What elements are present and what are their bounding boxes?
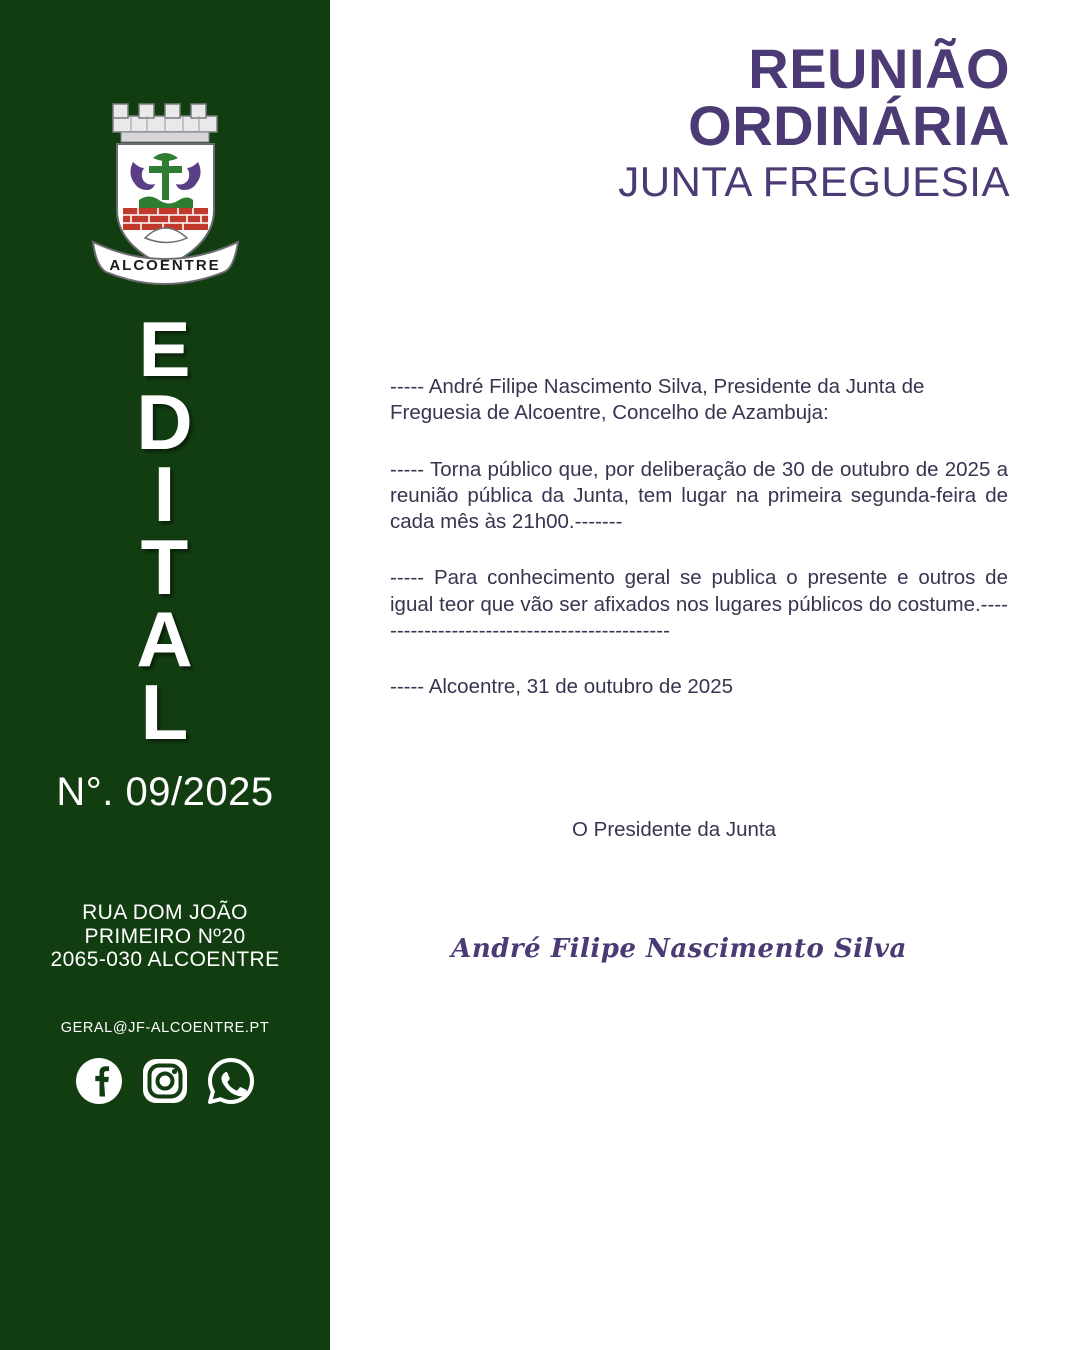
edital-vertical-word (136, 305, 194, 756)
instagram-icon[interactable] (140, 1056, 190, 1106)
edital-letter: A (136, 595, 194, 684)
signature-name: André Filipe Nascimento Silva (451, 934, 907, 965)
address-block (51, 901, 280, 972)
page-title (360, 37, 1018, 206)
social-links (74, 1056, 256, 1106)
paragraph-notice: ----- Torna público que, por deliberação de 30 de outubro de 2025 a reunião pública da Junta, tem lugar na primeira segunda-feira de cada mês às 21h00.------- (390, 457, 1008, 534)
body-text (360, 374, 1018, 700)
facebook-icon[interactable] (74, 1056, 124, 1106)
crest-motto: ALCOENTRE (108, 257, 221, 274)
sidebar (0, 0, 330, 1350)
whatsapp-icon[interactable] (206, 1056, 256, 1106)
address-line-3: 2065-030 ALCOENTRE (50, 948, 280, 972)
edital-number: N°. 09/2025 (56, 770, 274, 815)
email-address[interactable]: GERAL@JF-ALCOENTRE.PT (60, 1019, 270, 1036)
document-body (330, 0, 1080, 1350)
edital-letter: D (136, 377, 194, 466)
address-line-2: PRIMEIRO Nº20 (84, 924, 246, 948)
coat-of-arms-icon (83, 92, 248, 287)
edital-letter: E (138, 305, 192, 393)
address-line-1: RUA DOM JOÃO (82, 901, 248, 925)
title-line-1: REUNIÃO (748, 37, 1010, 100)
edital-letter: I (153, 450, 177, 539)
paragraph-place-date: ----- Alcoentre, 31 de outubro de 2025 (390, 675, 734, 699)
page-subtitle: JUNTA FREGUESIA (618, 158, 1010, 206)
paragraph-publication: ----- Para conhecimento geral se publica o presente e outros de igual teor que vão ser afixados nos lugares públicos do costume.--------------------------------------------- (390, 566, 1008, 642)
signature-label: O Presidente da Junta (572, 818, 776, 842)
edital-letter: L (140, 667, 190, 756)
edital-letter: T (140, 522, 190, 611)
title-line-2: ORDINÁRIA (688, 94, 1010, 158)
paragraph-intro: ----- André Filipe Nascimento Silva, Presidente da Junta de Freguesia de Alcoentre, Concelho de Azambuja: (390, 375, 925, 425)
